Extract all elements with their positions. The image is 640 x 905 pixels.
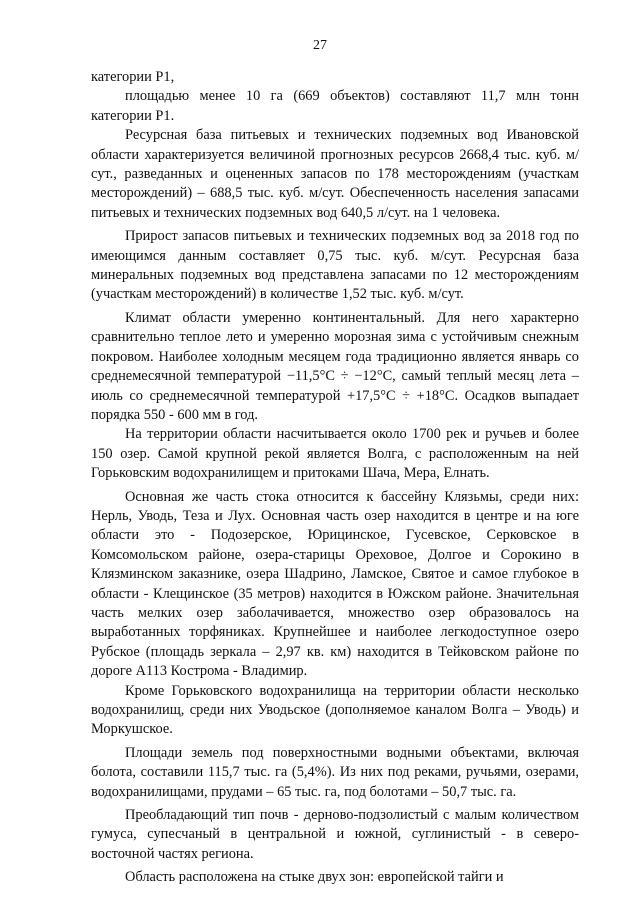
paragraph-zones: Область расположена на стыке двух зон: европейской тайги и	[125, 869, 504, 886]
paragraph-continuation: категории Р1,	[91, 69, 175, 85]
page-number: 27	[313, 38, 327, 53]
paragraph-soils: Преобладающий тип почв - дерново-подзолистый с малым количеством гумуса, супесчаный в центральной и южной, суглинистый - в северо-восточной частях региона.	[91, 807, 579, 862]
paragraph-small-deposits: площадью менее 10 га (669 объектов) составляют 11,7 млн тонн категории Р1.	[91, 88, 579, 124]
paragraph-klyazma-basin: Основная же часть стока относится к бассейну Клязьмы, среди них: Нерль, Уводь, Теза и Лух. Основная часть озер находится в центре и на юге области это - Подозерское, Юрицинское, Гусевское, Серковское в Комсомольском районе, озера-старицы Ореховое, Долгое и Сорокино в Клязминском заказнике, озера Шадрино, Ламское, Святое и самое глубокое в области - Клещинское (35 метров) находится в Южском районе. Значительная часть мелких озер заболачивается, множество озер образовалось на выработанных торфяниках. Крупнейшее и наиболее легкодоступное озеро Рубское (площадь зеркала – 2,97 кв. км) находится в Тейковском районе по дороге А113 Кострома - Владимир.	[91, 488, 579, 680]
paragraph-rivers: На территории области насчитывается около 1700 рек и ручьев и более 150 озер. Самой крупной рекой является Волга, с расположенным на ней Горьковским водохранилищем и притоками Шача, Мера, Елнать.	[91, 426, 579, 482]
paragraph-water-areas: Площади земель под поверхностными водными объектами, включая болота, составили 115,7 тыс. га (5,4%). Из них под реками, ручьями, озерами, водохранилищами, прудами – 65 тыс. га, под болотами – 50,7 тыс. га.	[91, 744, 579, 800]
document-body	[91, 68, 579, 888]
paragraph-reservoirs: Кроме Горьковского водохранилища на территории области несколько водохранилищ, среди них Уводьское (дополняемое каналом Волга – Уводь) и Моркушское.	[91, 682, 579, 738]
paragraph-groundwater-growth: Прирост запасов питьевых и технических подземных вод за 2018 год по имеющимся данным составляет 0,75 тыс. куб. м/сут. Ресурсная база минеральных подземных вод представлена запасами по 12 месторождениям (участкам месторождений) в количестве 1,52 тыс. куб. м/сут.	[91, 228, 579, 303]
paragraph-groundwater-resources: Ресурсная база питьевых и технических подземных вод Ивановской области характеризуется величиной прогнозных ресурсов 2668,4 тыс. куб. м/сут., разведанных и оцененных запасов по 178 месторождениям (участкам месторождений) – 688,5 тыс. куб. м/сут. Обеспеченность населения запасами питьевых и технических подземных вод 640,5 л/сут. на 1 человека.	[91, 127, 579, 221]
paragraph-climate: Климат области умеренно континентальный. Для него характерно сравнительно теплое лето и умеренно морозная зима с устойчивым снежным покровом. Наиболее холодным месяцем года традиционно является январь со среднемесячной температурой −11,5°С ÷ −12°С, самый теплый месяц лета – июль со среднемесячной температурой +17,5°С ÷ +18°С. Осадков выпадает порядка 550 - 600 мм в год.	[91, 309, 579, 423]
